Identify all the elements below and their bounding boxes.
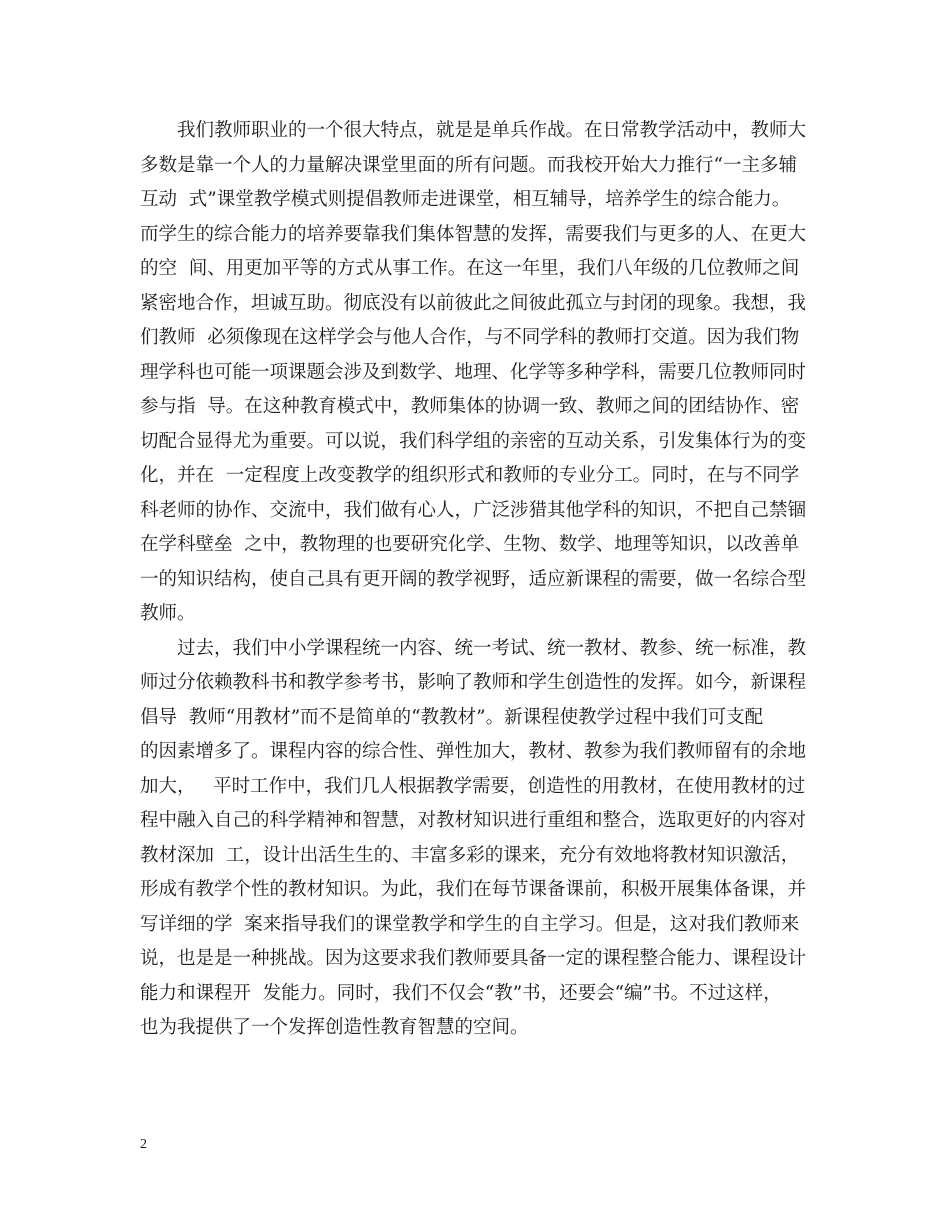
- text-line: 写详细的学 案来指导我们的课堂教学和学生的自主学习。但是，这对我们教师来: [140, 913, 800, 935]
- paragraph-1: [140, 114, 830, 632]
- text-line: 化，并在 一定程度上改变教学的组织形式和教师的专业分工。同时，在与不同学: [140, 465, 800, 486]
- text-line: 说，也是是一种挑战。因为这要求我们教师要具备一定的课程整合能力、课程设计: [140, 948, 807, 969]
- text-line: 形成有教学个性的教材知识。为此，我们在每节课备课前，积极开展集体备课，并: [140, 879, 807, 900]
- text-line: 多数是靠一个人的力量解决课堂里面的所有问题。而我校开始大力推行“一主多辅: [140, 154, 797, 176]
- text-line: 也为我提供了一个发挥创造性教育智慧的空间。: [140, 1017, 529, 1038]
- text-line: 师过分依赖教科书和教学参考书，影响了教师和学生创造性的发挥。如今，新课程: [140, 672, 807, 693]
- text-line: 倡导 教师“用教材”而不是简单的“教教材”。新课程使教学过程中我们可支配: [140, 706, 764, 728]
- text-line: 科老师的协作、交流中，我们做有心人，广泛涉猎其他学科的知识，不把自己禁锢: [140, 499, 807, 521]
- paragraph-2: [140, 632, 830, 1046]
- text-line: 们教师 必须像现在这样学会与他人合作，与不同学科的教师打交道。因为我们物: [140, 327, 800, 348]
- text-line: 而学生的综合能力的培养要靠我们集体智慧的发挥，需要我们与更多的人、在更大: [140, 223, 807, 245]
- text-line: 教材深加 工，设计出活生生的、丰富多彩的课来，充分有效地将教材知识激活，: [140, 844, 800, 866]
- text-line: 教师。: [140, 603, 196, 624]
- text-line: 我们教师职业的一个很大特点，就是是单兵作战。在日常教学活动中，教师大: [177, 120, 807, 141]
- text-line: 参与指 导。在这种教育模式中，教师集体的协调一致、教师之间的团结协作、密: [140, 396, 800, 417]
- text-line: 能力和课程开 发能力。同时，我们不仅会“教”书，还要会“编”书。不过这样，: [140, 982, 782, 1004]
- text-line: 一的知识结构，使自己具有更开阔的教学视野，适应新课程的需要，做一名综合型: [140, 568, 807, 590]
- page-number: 2: [140, 1137, 147, 1152]
- text-line: 在学科壁垒 之中，教物理的也要研究化学、生物、数学、地理等知识，以改善单: [140, 534, 800, 555]
- text-line: 程中融入自己的科学精神和智慧，对教材知识进行重组和整合，选取更好的内容对: [140, 810, 807, 831]
- text-line: 紧密地合作，坦诚互助。彻底没有以前彼此之间彼此孤立与封闭的现象。我想，我: [140, 292, 807, 314]
- text-line: 过去，我们中小学课程统一内容、统一考试、统一教材、教参、统一标准，教: [177, 637, 807, 659]
- text-line: 互动 式”课堂教学模式则提倡教师走进课堂，相互辅导，培养学生的综合能力。: [140, 189, 791, 210]
- text-line: 加大， 平时工作中，我们几人根据教学需要，创造性的用教材，在使用教材的过: [140, 775, 806, 797]
- text-line: 的因素增多了。课程内容的综合性、弹性加大，教材、教参为我们教师留有的余地: [140, 741, 807, 762]
- body-text: [140, 114, 830, 1046]
- text-line: 的空 间、用更加平等的方式从事工作。在这一年里，我们八年级的几位教师之间: [140, 258, 800, 279]
- text-line: 切配合显得尤为重要。可以说，我们科学组的亲密的互动关系，引发集体行为的变: [140, 430, 807, 452]
- text-line: 理学科也可能一项课题会涉及到数学、地理、化学等多种学科，需要几位教师同时: [140, 361, 807, 383]
